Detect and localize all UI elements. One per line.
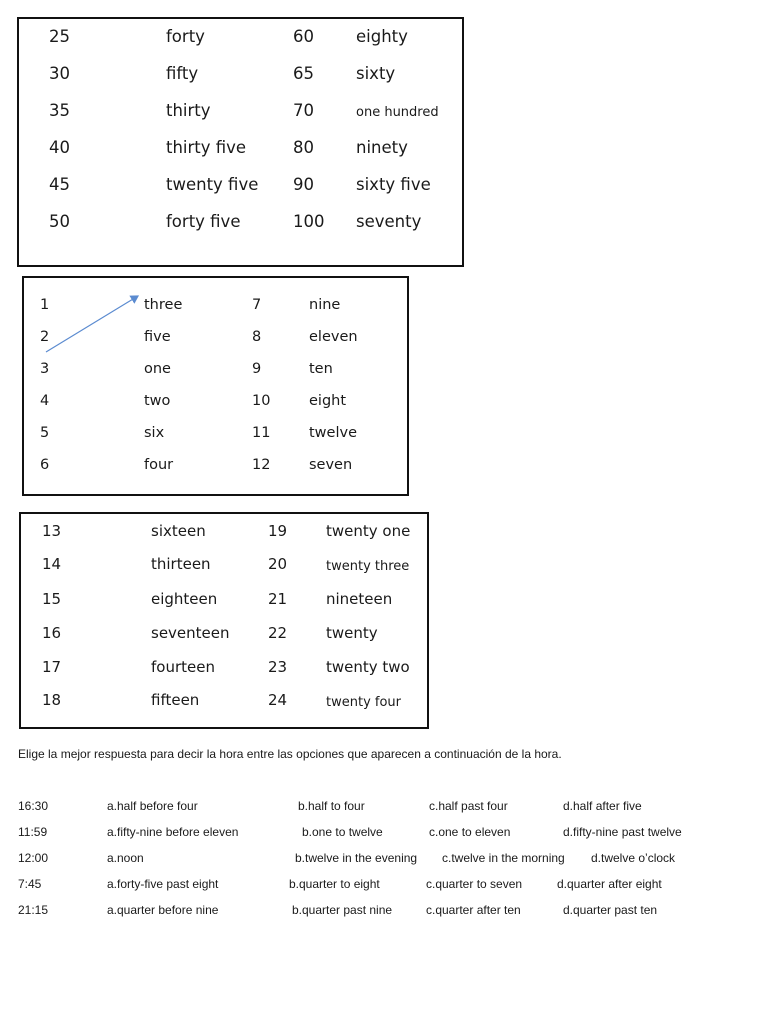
table3-number: 13 [42, 522, 62, 540]
matching-table-2 [22, 276, 409, 496]
table1-word: forty five [166, 212, 241, 231]
table1-word: sixty five [356, 175, 431, 194]
answer-option[interactable]: a.quarter before nine [107, 903, 219, 917]
table2-word: two [144, 393, 171, 409]
answer-option[interactable]: b.quarter to eight [289, 877, 380, 891]
table1-word: one hundred [356, 105, 439, 120]
table3-word: twenty two [326, 658, 410, 676]
answer-option[interactable]: a.noon [107, 851, 144, 865]
table1-number: 40 [49, 138, 70, 157]
table2-word: four [144, 457, 174, 473]
table1-word: ninety [356, 138, 408, 157]
answer-option[interactable]: c.quarter after ten [426, 903, 521, 917]
table2-number: 2 [40, 329, 50, 345]
table3-number: 21 [268, 590, 288, 608]
question-time: 21:15 [18, 903, 49, 917]
table3-word: twenty three [326, 559, 410, 574]
answer-option[interactable]: d.half after five [563, 799, 642, 813]
question-time: 12:00 [18, 851, 49, 865]
table3-word: thirteen [151, 555, 211, 573]
table1-word: forty [166, 27, 205, 46]
table2-word: six [144, 425, 165, 441]
table2-word: one [144, 361, 171, 377]
table3-number: 20 [268, 555, 288, 573]
table1-number: 35 [49, 101, 70, 120]
table1-word: thirty five [166, 138, 247, 157]
table3-number: 22 [268, 624, 288, 642]
table3-word: twenty [326, 624, 378, 642]
table2-number: 7 [252, 297, 262, 313]
question-time: 16:30 [18, 799, 49, 813]
table1-word: fifty [166, 64, 199, 83]
table2-word: nine [309, 297, 341, 313]
table1-word: thirty [166, 101, 211, 120]
table1-number: 60 [293, 27, 314, 46]
table3-number: 19 [268, 522, 288, 540]
matching-table-3 [19, 512, 429, 729]
table2-number: 10 [252, 393, 271, 409]
table3-word: sixteen [151, 522, 206, 540]
matching-table-1 [17, 17, 464, 267]
answer-option[interactable]: d.fifty-nine past twelve [563, 825, 682, 839]
answer-option[interactable]: d.twelve o’clock [591, 851, 676, 865]
answer-option[interactable]: d.quarter past ten [563, 903, 658, 917]
table2-number: 9 [252, 361, 262, 377]
table3-number: 15 [42, 590, 62, 608]
answer-option[interactable]: b.quarter past nine [292, 903, 393, 917]
table2-word: eleven [309, 329, 358, 345]
table1-number: 90 [293, 175, 314, 194]
example-arrow-icon [24, 278, 411, 498]
table3-word: seventeen [151, 624, 230, 642]
table3-word: fourteen [151, 658, 215, 676]
table2-number: 3 [40, 361, 50, 377]
answer-option[interactable]: c.one to eleven [429, 825, 511, 839]
table2-word: five [144, 329, 171, 345]
table2-number: 6 [40, 457, 50, 473]
table1-number: 70 [293, 101, 314, 120]
table2-number: 1 [40, 297, 50, 313]
table3-number: 17 [42, 658, 62, 676]
answer-option[interactable]: a.forty-five past eight [107, 877, 219, 891]
table3-word: twenty four [326, 695, 402, 710]
table3-word: fifteen [151, 691, 200, 709]
table2-word: twelve [309, 425, 357, 441]
question-time: 7:45 [18, 877, 42, 891]
table1-number: 100 [293, 212, 325, 231]
answer-option[interactable]: a.half before four [107, 799, 198, 813]
table1-word: sixty [356, 64, 396, 83]
answer-option[interactable]: b.twelve in the evening [295, 851, 418, 865]
table3-word: eighteen [151, 590, 218, 608]
table3-word: twenty one [326, 522, 411, 540]
table1-word: eighty [356, 27, 408, 46]
table2-word: seven [309, 457, 353, 473]
table3-number: 23 [268, 658, 288, 676]
answer-option[interactable]: c.half past four [429, 799, 508, 813]
question-time: 11:59 [18, 825, 48, 839]
answer-option[interactable]: a.fifty-nine before eleven [107, 825, 239, 839]
table2-word: ten [309, 361, 333, 377]
table1-number: 80 [293, 138, 314, 157]
table3-number: 16 [42, 624, 62, 642]
table2-word: three [144, 297, 183, 313]
table2-number: 12 [252, 457, 271, 473]
table3-number: 18 [42, 691, 62, 709]
table1-number: 65 [293, 64, 314, 83]
answer-option[interactable]: d.quarter after eight [557, 877, 662, 891]
table2-number: 4 [40, 393, 50, 409]
table1-word: twenty five [166, 175, 259, 194]
answer-option[interactable]: b.half to four [298, 799, 365, 813]
table3-word: nineteen [326, 590, 393, 608]
table2-number: 8 [252, 329, 262, 345]
answer-option[interactable]: c.twelve in the morning [442, 851, 565, 865]
table3-number: 24 [268, 691, 288, 709]
table1-number: 50 [49, 212, 70, 231]
answer-option[interactable]: c.quarter to seven [426, 877, 523, 891]
table1-number: 30 [49, 64, 70, 83]
table1-number: 25 [49, 27, 70, 46]
answer-option[interactable]: b.one to twelve [302, 825, 383, 839]
table2-number: 11 [252, 425, 271, 441]
table1-word: seventy [356, 212, 422, 231]
table2-word: eight [309, 393, 347, 409]
table3-number: 14 [42, 555, 62, 573]
exercise-instruction: Elige la mejor respuesta para decir la hora entre las opciones que aparecen a continuación de la hora. [18, 747, 562, 761]
table2-number: 5 [40, 425, 50, 441]
table1-number: 45 [49, 175, 70, 194]
